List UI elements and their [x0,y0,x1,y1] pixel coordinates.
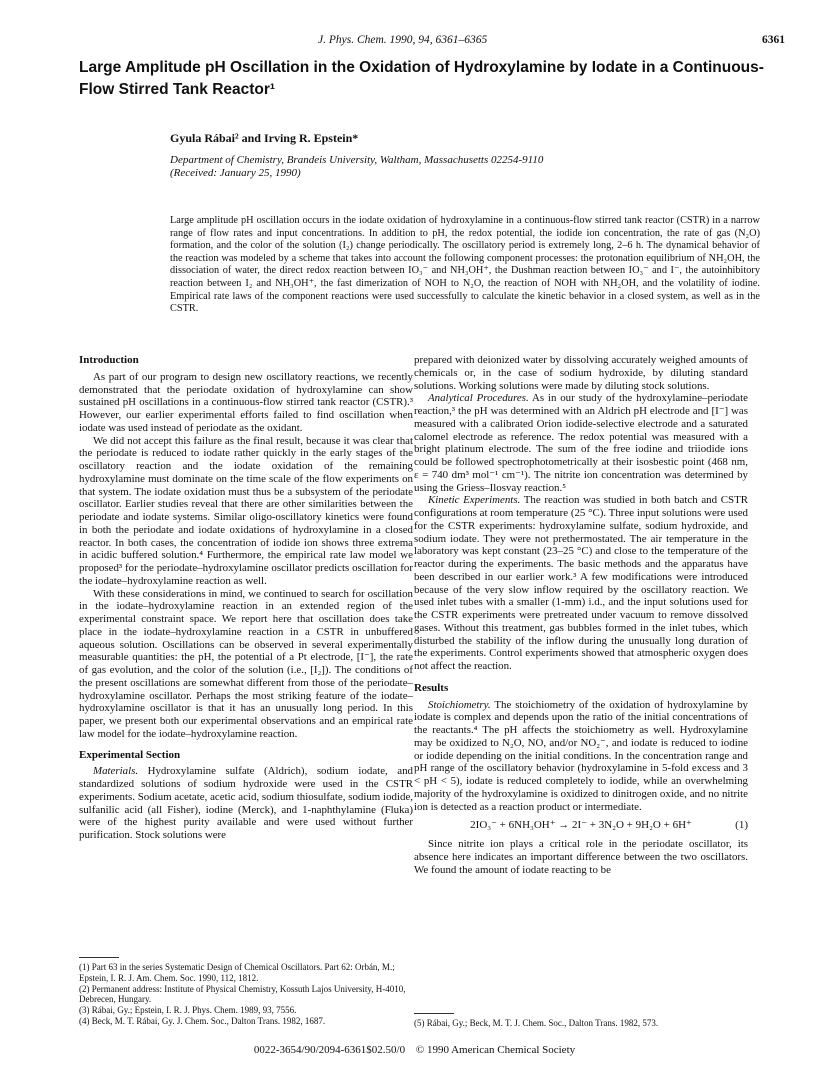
footnote-1: (1) Part 63 in the series Systematic Design of Chemical Oscillators. Part 62: Orbán, M.; Epstein, I. R. J. Am. Chem. Soc. 1990, 112, 1812. [79,962,395,983]
introduction-heading: Introduction [79,354,139,366]
department: Department of Chemistry, Brandeis University, Waltham, Massachusetts 02254-9110 [170,154,544,166]
stoichiometry-text: The stoichiometry of the oxidation of hydroxylamine by iodate is complex and depends upon the ratio of the initial concentrations of the reactants.⁴ The pH affects the stoichiometry as well. Hydroxylamine may be oxidized to N₂O, NO, and/or NO₂⁻, and iodate is reduced to iodine or iodide depending on the initial conditions. In the concentration range and pH range of the oscillatory behavior (hydroxylamine in 5-fold excess and 3 < pH < 5), iodate is reduced completely to iodide, while an overwhelming majority of the hydroxylamine is oxidized to dinitrogen oxide, and no nitrite ion is detected as a reaction product or intermediate. [414,698,748,813]
analytical-paragraph [414,392,748,494]
intro-paragraph-1: As part of our program to design new oscillatory reactions, we recently demonstrated that the periodate oxidation of hydroxylamine can show sustained pH oscillations in a continuous-flow stirred tank reactor (CSTR).³ However, our earlier experimental efforts failed to find oscillation when iodate was used instead of periodate as the oxidant. [79,370,413,434]
equation-1 [414,819,748,832]
after-equation-paragraph: Since nitrite ion plays a critical role in the periodate oscillator, its absence here indicates an important difference between the two oscillators. We found the amount of iodate reacting to be [414,838,748,876]
materials-label: Materials. [93,765,139,778]
footnote-5: (5) Rábai, Gy.; Beck, M. T. J. Chem. Soc., Dalton Trans. 1982, 573. [414,1018,659,1028]
footnote-2: (2) Permanent address: Institute of Physical Chemistry, Kossuth Lajos University, H-4010, Debrecen, Hungary. [79,983,406,1005]
right-column [414,354,748,876]
analytical-label: Analytical Procedures. [428,392,529,405]
left-column [79,354,413,842]
page-footer [0,1044,829,1056]
kinetic-paragraph [414,494,748,673]
experimental-heading: Experimental Section [79,748,181,761]
materials-text: Hydroxylamine sulfate (Aldrich), sodium iodate, and standardized solutions of sodium hydroxide were used in the CSTR experiments. Sodium acetate, acetic acid, sodium thiosulfate, sodium iodide, sulfanilic acid (all Fisher), iodine (Merck), and 1-naphthylamine (Fluka) were of the highest purity available and were used without further purification. Stock solutions were [79,765,413,841]
intro-paragraph-3: With these considerations in mind, we continued to search for oscillation in the iodate–hydroxylamine reaction in an extended region of the experimental constraint space. We report here that oscillation does take place in the iodate–hydroxylamine reaction in a CSTR in unbuffered aqueous solution. Oscillations can be observed in several experimentally measurable quantities: the pH, the potential of a Pt electrode, [I⁻], the rate of gas evolution, and the color of the solution (i.e., [I₂]). The conditions of the present oscillations are somewhat different from those of the periodate–hydroxylamine oscillator. Perhaps the most striking feature of the iodate–hydroxylamine oscillator is that it has an unusually long period. In this paper, we present both our experimental observations and an empirical rate law model for the iodate–hydroxylamine reaction. [79,587,413,740]
journal-citation: J. Phys. Chem. 1990, 94, 6361–6365 [318,34,488,46]
page-number: 6361 [762,34,785,46]
equation-number: (1) [735,819,748,832]
footnote-rule-right [414,1013,454,1014]
results-heading: Results [414,681,449,694]
footnote-4: (4) Beck, M. T. Rábai, Gy. J. Chem. Soc., Dalton Trans. 1982, 1687. [79,1015,326,1026]
stoichiometry-label: Stoichiometry. [428,698,491,711]
materials-paragraph [79,765,413,842]
analytical-text: As in our study of the hydroxylamine–periodate reaction,³ the pH was determined with an Aldrich pH electrode and [I⁻] was measured with a calibrated Orion iodide-selective electrode and a saturated calomel electrode as reference. The redox potential was measured with a bright platinum electrode. The sum of the free iodine and triiodide ions could be followed spectrophotometrically at their isosbestic point (468 nm, ε = 740 dm³ mol⁻¹ cm⁻¹). The nitrite ion concentration was determined by using the Griess–Ilosvay reaction.⁵ [414,392,749,494]
authors: Gyula Rábai² and Irving R. Epstein* [170,131,359,145]
paper-title: Large Amplitude pH Oscillation in the Oxidation of Hydroxylamine by Iodate in a Continuous-Flow Stirred Tank Reactor¹ [79,59,764,98]
footnotes-left [79,957,413,1027]
affiliation [170,154,730,180]
stoichiometry-paragraph [414,699,748,814]
article-code: 0022-3654/90/2094-6361$02.50/0 [253,1044,406,1056]
abstract: Large amplitude pH oscillation occurs in the iodate oxidation of hydroxylamine in a continuous-flow stirred tank reactor (CSTR) in a narrow range of flow rates and input concentrations. In addition to pH, the redox potential, the iodide ion concentration, the rate of gas (N₂O) formation, and the color of the solution (I₂) change periodically. The oscillatory period is extremely long, 2–6 h. The dynamical behavior of the reaction was modeled by a scheme that takes into account the following component processes: the protonation equilibrium of NH₂OH, the dissociation of water, the direct redox reaction between IO₃⁻ and NH₃OH⁺, the Dushman reaction between IO₃⁻ and I⁻, the autoinhibitory reaction between I₂ and NH₃OH⁺, the fast dimerization of NOH to N₂O, the reaction of NOH with NH₂OH, and the volatility of iodine. Empirical rate laws of the component reactions were used successfully to calculate the kinetic behavior in a closed system, as well as in the CSTR. [170,215,760,315]
kinetic-label: Kinetic Experiments. [428,494,521,507]
copyright: © 1990 American Chemical Society [415,1044,576,1056]
footnotes-right [414,1013,748,1029]
footnote-3: (3) Rábai, Gy.; Epstein, I. R. J. Phys. Chem. 1989, 93, 7556. [79,1005,297,1016]
continued-paragraph: prepared with deionized water by dissolving accurately weighed amounts of chemicals or, in the case of sodium hydroxide, by diluting standard solutions. Working solutions were made by diluting stock solutions. [414,354,748,392]
equation-text: 2IO₃⁻ + 6NH₃OH⁺ → 2I⁻ + 3N₂O + 9H₂O + 6H⁺ [470,819,692,832]
footnote-rule [79,957,119,958]
received-date: (Received: January 25, 1990) [170,167,301,179]
kinetic-text: The reaction was studied in both batch and CSTR configurations at room temperature (25 °C). Three input solutions were used for the CSTR experiments: hydroxylamine sulfate, sodium hydroxide, and sodium iodate. They were not prethermostated. The air temperature in the laboratory was kept constant (23–25 °C) and close to the temperature of the reactor during the experiments. The basic methods and the apparatus have been described in our earlier work.³ A few modifications were introduced because of the very slow inflow required by the oscillatory reaction. We used inlet tubes with a smaller (1-mm) i.d., and the input solutions used for the CSTR experiments were pretreated under vacuum to remove dissolved gases. Without this treatment, gas bubbles formed in the inlet tubes, which disturbed the stability of the inflow during the unusually long duration of the experiments. Control experiments showed that atmospheric oxygen does not affect the reaction. [414,494,748,672]
intro-paragraph-2: We did not accept this failure as the final result, because it was clear that the periodate is reduced to iodate rather quickly in the early stages of the oscillatory reaction and the iodate oxidation of the remaining hydroxylamine must dominate on the time scale of the flow experiments on that system. The iodate oxidation must thus be a subsystem of the periodate oscillator. Earlier studies reveal that there are other similarities between the periodate and iodate systems. Similar oligo-oscillatory kinetics were found in both the periodate and iodate oxidations of hydroxylamine in a closed reactor. In both cases, the concentration of iodide ion shows three extrema in acidic buffered solution.⁴ Furthermore, the empirical rate law model we proposed³ for the periodate–hydroxylamine oscillator predicts oscillation for the iodate–hydroxylamine reaction as well. [79,434,413,587]
